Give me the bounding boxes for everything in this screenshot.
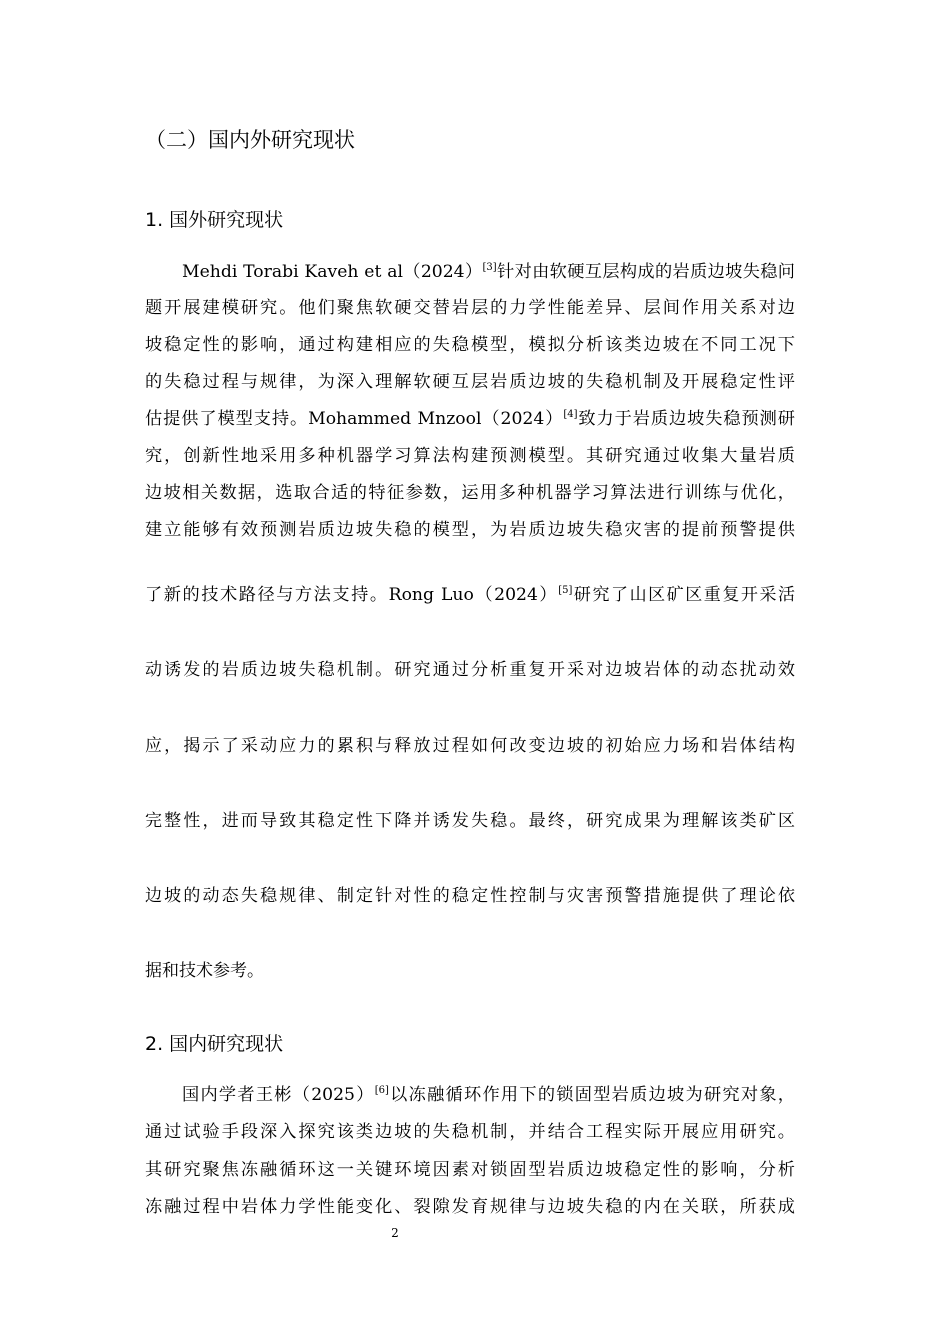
section-heading: （二）国内外研究现状: [145, 128, 355, 152]
text-line: 应，揭示了采动应力的累积与释放过程如何改变边坡的初始应力场和岩体结构: [145, 736, 795, 756]
citation-ref: [3]: [482, 262, 497, 273]
text-line: 题开展建模研究。他们聚焦软硬交替岩层的力学性能差异、层间作用关系对边: [145, 298, 795, 318]
subsection-heading-domestic: 2. 国内研究现状: [145, 1033, 284, 1055]
text-line: 坡稳定性的影响，通过构建相应的失稳模型，模拟分析该类边坡在不同工况下: [145, 335, 795, 355]
text-line: 估提供了模型支持。Mohammed Mnzool（2024）[4]致力于岩质边坡失稳预测研: [145, 409, 795, 429]
text-line: 据和技术参考。: [145, 961, 264, 981]
text-line: 了新的技术路径与方法支持。Rong Luo（2024）[5]研究了山区矿区重复开采活: [145, 585, 796, 605]
subsection-heading-foreign: 1. 国外研究现状: [145, 209, 284, 231]
text-line: 国内学者王彬（2025）[6]以冻融循环作用下的锁固型岩质边坡为研究对象，: [182, 1085, 795, 1105]
citation-ref: [4]: [563, 409, 578, 420]
text-line: 动诱发的岩质边坡失稳机制。研究通过分析重复开采对边坡岩体的动态扰动效: [145, 660, 795, 680]
text-line: 的失稳过程与规律，为深入理解软硬互层岩质边坡的失稳机制及开展稳定性评: [145, 372, 795, 392]
citation-ref: [5]: [558, 585, 573, 596]
citation-ref: [6]: [374, 1085, 389, 1096]
text-line: 其研究聚焦冻融循环这一关键环境因素对锁固型岩质边坡稳定性的影响，分析: [145, 1160, 795, 1180]
page-number: 2: [391, 1226, 399, 1240]
text-line: 边坡的动态失稳规律、制定针对性的稳定性控制与灾害预警措施提供了理论依: [145, 886, 795, 906]
text-line: 通过试验手段深入探究该类边坡的失稳机制，并结合工程实际开展应用研究。: [145, 1122, 795, 1142]
text-line: 建立能够有效预测岩质边坡失稳的模型，为岩质边坡失稳灾害的提前预警提供: [145, 520, 795, 540]
text-line: 冻融过程中岩体力学性能变化、裂隙发育规律与边坡失稳的内在关联，所获成: [145, 1197, 795, 1217]
text-line: 边坡相关数据，选取合适的特征参数，运用多种机器学习算法进行训练与优化，: [145, 483, 795, 503]
text-line: 完整性，进而导致其稳定性下降并诱发失稳。最终，研究成果为理解该类矿区: [145, 811, 795, 831]
text-line: 究，创新性地采用多种机器学习算法构建预测模型。其研究通过收集大量岩质: [145, 446, 795, 466]
text-line: Mehdi Torabi Kaveh et al（2024）[3]针对由软硬互层构成的岩质边坡失稳问: [182, 262, 795, 282]
